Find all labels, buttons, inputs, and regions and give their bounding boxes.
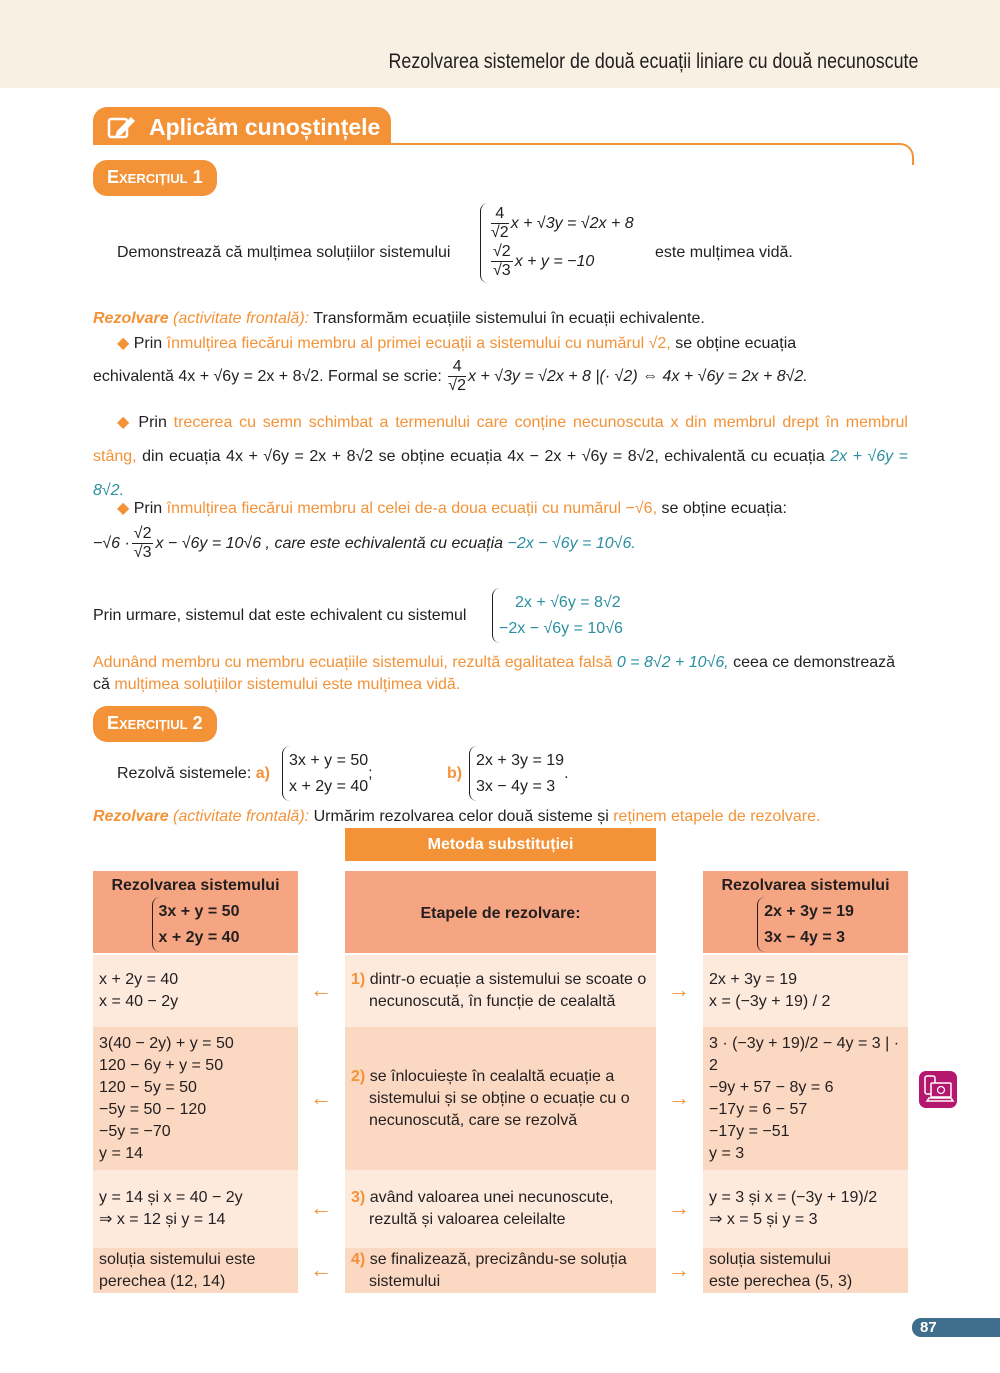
- solution-label: Rezolvare: [93, 808, 169, 825]
- equation: x + y = −10: [514, 252, 595, 270]
- equation: 0 = 8√2 + 10√6,: [616, 654, 729, 671]
- arrow-left-icon: ←: [310, 977, 332, 1002]
- bullet-1-line2: [93, 358, 908, 396]
- exercise-2-label: Exercițiul 2: [93, 706, 217, 742]
- text: Rezolvă sistemele:: [117, 765, 252, 782]
- header-text: Rezolvarea sistemului: [721, 877, 890, 894]
- left-step-cell: [93, 1248, 298, 1293]
- right-step-cell: [703, 1248, 908, 1293]
- arrow-left-icon: ←: [310, 1084, 332, 1110]
- ex2-solution-intro: [93, 806, 908, 828]
- mid-header: Etapele de rezolvare:: [345, 871, 656, 953]
- arrow-left-icon: ←: [310, 1256, 332, 1282]
- step-number: 1): [351, 971, 366, 988]
- text: Prin: [138, 414, 167, 431]
- step-line: 120 − 6y + y = 50: [99, 1056, 224, 1074]
- step-text: dintr-o ecuație a sistemului se scoate o necunoscută, în funcție de cealaltă: [369, 971, 647, 1010]
- header-text: Rezolvarea sistemului: [111, 877, 280, 894]
- mid-step-cell: [345, 955, 656, 1027]
- step-line: y = 3: [709, 1144, 745, 1162]
- step-text: se înlocuiește în cealaltă ecuație a sistemului și se obține o ecuație cu o necunoscută, care se rezolvă: [369, 1067, 630, 1129]
- step-line: −9y + 57 − 8y = 6: [709, 1078, 834, 1096]
- ex1-statement-end: este mulțimea vidă.: [655, 244, 793, 261]
- equation: 2x + √6y = 8√2: [515, 594, 621, 611]
- equation: x + √3y = √2x + 8 |(· √2) ⇔ 4x + √6y = 2x + 8√2.: [467, 368, 808, 386]
- highlight: înmulțirea fiecărui membru al primei ecuații a sistemului cu numărul √2,: [166, 335, 671, 352]
- equation: 3x + y = 50: [158, 903, 240, 920]
- highlight: Adunând membru cu membru ecuațiile sistemului, rezultă egalitatea falsă: [93, 654, 613, 671]
- step-line: perechea (12, 14): [99, 1272, 226, 1290]
- highlight: înmulțirea fiecărui membru al celei de-a doua ecuații cu numărul −√6,: [166, 500, 658, 517]
- text: se obține ecuația: [675, 335, 797, 352]
- left-step-cell: [93, 1027, 298, 1170]
- step-number: 3): [351, 1189, 366, 1206]
- solution-mode: (activitate frontală):: [173, 808, 310, 825]
- text: se obține ecuația:: [661, 500, 787, 517]
- arrow-left-icon: ←: [310, 1195, 332, 1220]
- arrow-right-icon: →: [668, 1195, 690, 1220]
- numerator: 4: [448, 358, 466, 377]
- section-banner: [93, 107, 391, 145]
- step-line: x = (−3y + 19) / 2: [709, 993, 831, 1010]
- right-step-cell: [703, 1170, 908, 1248]
- conclusion: [93, 652, 908, 696]
- step-line: soluția sistemului este: [99, 1250, 256, 1268]
- right-step-cell: [703, 955, 908, 1027]
- ex1-solution-intro: [93, 308, 908, 330]
- step-text: se finalizează, precizându-se soluția sistemului: [369, 1250, 627, 1290]
- step-line: y = 3 și x = (−3y + 19)/2: [709, 1189, 878, 1206]
- page-header: [0, 0, 1000, 88]
- step-description: [351, 1066, 650, 1132]
- system-a: 3x + y = 50 x + 2y = 40 ;: [282, 746, 373, 801]
- step-line: x = 40 − 2y: [99, 993, 179, 1010]
- denominator: √3: [493, 262, 511, 280]
- solution-text: Transformăm ecuațiile sistemului în ecuații echivalente.: [313, 310, 705, 327]
- denominator: √3: [133, 544, 152, 562]
- equation: x + √3y = √2x + 8: [510, 215, 634, 233]
- ex2-statement: [117, 763, 270, 785]
- step-line: soluția sistemului: [709, 1250, 831, 1268]
- equation: 2x + 3y = 19: [476, 752, 565, 769]
- step-line: este perechea (5, 3): [709, 1272, 853, 1290]
- mid-step-cell: [345, 1248, 656, 1293]
- equation: 2x + √6y = 8√2.: [93, 448, 909, 499]
- step-line: ⇒ x = 5 și y = 3: [709, 1211, 818, 1228]
- ex1-statement: Demonstrează că mulțimea soluțiilor sistemului: [117, 244, 451, 261]
- step-line: y = 14 și x = 40 − 2y: [99, 1189, 243, 1206]
- numerator: √2: [132, 525, 154, 544]
- exercise-1-label: Exercițiul 1: [93, 160, 217, 196]
- bullet-3: ◆ Prin înmulțirea fiecărui membru al celei de-a doua ecuații cu numărul −√6, se obține ecuația:: [117, 500, 787, 517]
- equiv-text: Prin urmare, sistemul dat este echivalent cu sistemul: [93, 607, 467, 624]
- solution-mode: (activitate frontală):: [173, 310, 310, 327]
- numerator: 4: [491, 205, 509, 224]
- mid-step-cell: [345, 1170, 656, 1248]
- arrow-right-icon: →: [668, 1084, 690, 1110]
- equation: x + 2y = 40: [289, 777, 369, 795]
- system-b: 2x + 3y = 19 3x − 4y = 3 .: [469, 746, 569, 801]
- mid-step-cell: [345, 1027, 656, 1170]
- step-line: y = 14: [99, 1144, 144, 1162]
- highlight: trecerea cu semn schimbat a termenului care conține necunoscuta x din membrul drept în membrul stâng,: [93, 414, 908, 465]
- page-number: 87: [912, 1318, 1000, 1337]
- equation: x + 2y = 40: [158, 928, 240, 946]
- step-line: −5y = 50 − 120: [99, 1100, 207, 1118]
- section-title: Aplicăm cunoștințele: [149, 114, 381, 140]
- equation: 2x + 3y = 19: [764, 903, 854, 920]
- divider-curve: [880, 143, 914, 165]
- step-line: 3 · (−3y + 19)/2 − 4y = 3 | · 2: [709, 1034, 900, 1074]
- step-number: 4): [351, 1250, 366, 1268]
- pen-icon: [107, 113, 137, 141]
- step-text: având valoarea unei necunoscute, rezultă și valoarea celeilalte: [369, 1189, 614, 1228]
- label-a: a): [255, 765, 270, 782]
- text: −√6 ·: [93, 535, 130, 553]
- bullet-1: ◆ Prin înmulțirea fiecărui membru al primei ecuații a sistemului cu numărul √2, se obține ecuația: [117, 335, 797, 352]
- text: echivalentă 4x + √6y = 2x + 8√2. Formal se scrie:: [93, 368, 442, 386]
- step-line: −17y = −51: [709, 1122, 790, 1140]
- text: ceea ce demonstrează că: [93, 654, 896, 693]
- solution-text: Urmărim rezolvarea celor două sisteme și: [313, 808, 609, 825]
- numerator: √2: [491, 243, 513, 262]
- denominator: √2: [491, 224, 509, 242]
- step-line: −17y = 6 − 57: [709, 1100, 808, 1118]
- step-line: −5y = −70: [99, 1122, 171, 1140]
- equation: −2x − √6y = 10√6.: [507, 535, 636, 553]
- equiv-system: [492, 588, 623, 643]
- divider: [391, 143, 901, 145]
- step-description: [351, 1249, 650, 1293]
- highlight: reținem etapele de rezolvare.: [613, 808, 821, 825]
- step-line: 120 − 5y = 50: [99, 1078, 197, 1096]
- step-description: [351, 969, 650, 1013]
- equation: x − √6y = 10√6 , care este echivalentă cu ecuația: [155, 535, 504, 553]
- ex1-system: [480, 203, 634, 283]
- step-line: x + 2y = 40: [99, 971, 179, 988]
- highlight: mulțimea soluțiilor sistemului este mulțimea vidă.: [114, 676, 461, 693]
- equation: 3x − 4y = 3: [476, 777, 556, 795]
- equation: −2x − √6y = 10√6: [499, 619, 623, 637]
- right-header: [703, 871, 908, 953]
- right-step-cell: [703, 1027, 908, 1170]
- text: Prin: [133, 335, 163, 352]
- arrow-right-icon: →: [668, 1256, 690, 1282]
- bullet-2: ◆ Prin trecerea cu semn schimbat a termenului care conține necunoscuta x din membrul drept în membrul stâng, din ecuația 4x + √6y = 2x + 8√2 se obține ecuația 4x − 2x + √6y = 8√2, echivalentă cu ecuația 2x + √6y = 8√2.: [93, 414, 909, 499]
- equation: 3x − 4y = 3: [764, 928, 846, 946]
- chapter-title: Rezolvarea sistemelor de două ecuații liniare cu două necunoscute: [388, 50, 918, 73]
- step-description: [351, 1187, 650, 1231]
- text: din ecuația 4x + √6y = 2x + 8√2 se obține ecuația 4x − 2x + √6y = 8√2, echivalentă cu ecuația: [142, 448, 825, 465]
- left-step-cell: [93, 955, 298, 1027]
- solution-label: Rezolvare: [93, 310, 169, 327]
- step-line: 3(40 − 2y) + y = 50: [99, 1034, 234, 1052]
- equation: 3x + y = 50: [289, 752, 369, 769]
- left-step-cell: [93, 1170, 298, 1248]
- denominator: √2: [448, 377, 466, 395]
- bullet-3-line2: [93, 525, 908, 563]
- step-line: 2x + 3y = 19: [709, 971, 798, 988]
- left-header: [93, 871, 298, 953]
- label-b: b): [447, 765, 463, 782]
- method-title: Metoda substituției: [345, 828, 656, 861]
- step-line: ⇒ x = 12 și y = 14: [99, 1211, 226, 1228]
- multimedia-icon[interactable]: [919, 1071, 957, 1108]
- text: Prin: [133, 500, 163, 517]
- arrow-right-icon: →: [668, 977, 690, 1002]
- step-number: 2): [351, 1067, 366, 1085]
